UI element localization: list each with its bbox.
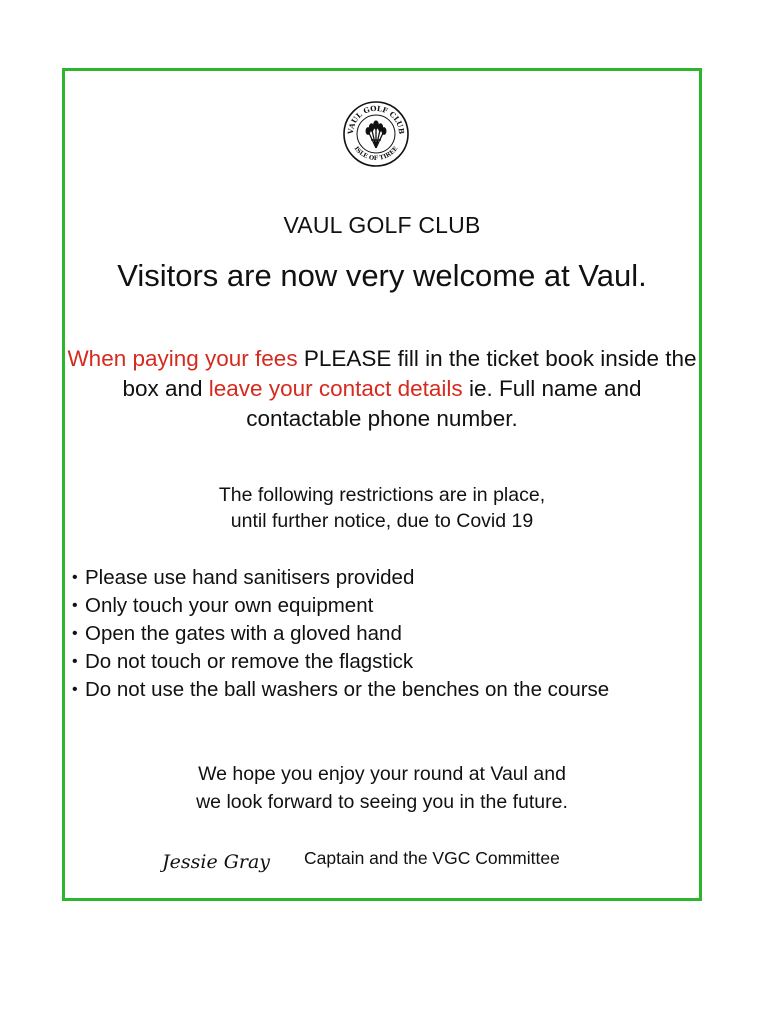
headline: Visitors are now very welcome at Vaul. — [117, 258, 647, 293]
list-item: • Open the gates with a gloved hand — [72, 620, 672, 648]
wheat-sheaf-icon — [366, 121, 386, 148]
logo-ring-text-top: VAUL GOLF CLUB — [345, 103, 407, 135]
restrictions-line-2: until further notice, due to Covid 19 — [230, 510, 534, 532]
signature-title: Captain and the VGC Committee — [304, 848, 560, 868]
signature-name: Jessie Gray — [162, 851, 271, 873]
closing-line-1: We hope you enjoy your round at Vaul and — [198, 763, 566, 785]
logo-ring-text-bottom: ISLE OF TIREE — [352, 145, 400, 163]
club-name: VAUL GOLF CLUB — [283, 212, 481, 238]
club-crest-logo — [340, 88, 412, 184]
fees-notice-instructions: PLEASE fill in the ticket book inside the box and — [122, 346, 697, 401]
fees-notice — [62, 344, 702, 434]
fees-notice-details: ie. Full name and contactable phone number. — [246, 376, 642, 431]
restrictions-intro — [62, 482, 702, 534]
list-item: • Only touch your own equipment — [72, 592, 672, 620]
handwritten-signature — [160, 846, 280, 880]
fees-notice-red-contact: leave your contact details — [208, 376, 463, 401]
list-item: • Do not touch or remove the flagstick — [72, 648, 672, 676]
fees-notice-red-lead: When paying your fees — [67, 346, 298, 371]
closing-line-2: we look forward to seeing you in the future. — [196, 791, 568, 813]
restrictions-line-1: The following restrictions are in place, — [218, 484, 546, 506]
list-item: • Do not use the ball washers or the benches on the course — [72, 676, 672, 704]
closing-message — [62, 760, 702, 816]
restrictions-list — [72, 564, 672, 704]
list-item: • Please use hand sanitisers provided — [72, 564, 672, 592]
